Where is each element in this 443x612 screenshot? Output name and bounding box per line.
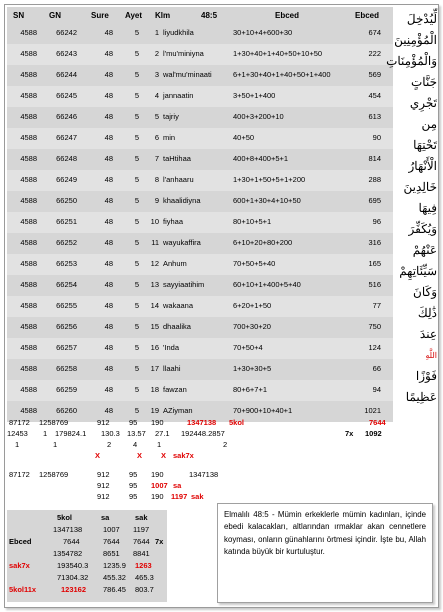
cell-ayet: 5 [134, 406, 139, 415]
cell-word: wakaana [163, 301, 194, 310]
cell-ayet: 5 [134, 385, 139, 394]
cell-word: min [163, 133, 176, 142]
mark-sure: X [95, 451, 101, 460]
arabic-word: تَجْرِي [409, 96, 437, 110]
sa-total: 1007 [151, 481, 168, 490]
label-5kol: 5kol [229, 418, 245, 427]
cell-sn: 4588 [20, 259, 37, 268]
cell-klm: 12 [150, 259, 159, 268]
flag-sure: 2 [107, 440, 112, 449]
cell-expr: 1+30+30+5 [233, 364, 272, 373]
cell-sure: 48 [104, 343, 113, 352]
sa-ayet: 95 [129, 481, 138, 490]
cell-expr: 6+1+30+40+1+40+50+1+400 [233, 70, 331, 79]
cell-sure: 48 [104, 91, 113, 100]
cell-expr: 40+50 [233, 133, 255, 142]
bottom-r4-5kol: 193540.3 [57, 561, 89, 570]
cell-ebced: 814 [368, 154, 381, 163]
cell-sn: 4588 [20, 343, 37, 352]
cell-sure: 48 [104, 154, 113, 163]
cell-expr: 6+10+20+80+200 [233, 238, 293, 247]
cell-sure: 48 [104, 49, 113, 58]
cell-ebced: 695 [368, 196, 381, 205]
cell-word: tajriy [163, 112, 179, 121]
flag-gn: 1 [53, 440, 58, 449]
total-ayet: 95 [129, 418, 138, 427]
cell-ebced: 454 [368, 91, 381, 100]
table-row [7, 149, 393, 170]
table-row [7, 317, 393, 338]
arabic-word: عِندَ [419, 327, 437, 341]
cell-klm: 2 [154, 49, 159, 58]
cell-sure: 48 [104, 259, 113, 268]
table-row [7, 191, 393, 212]
cell-ebced: 316 [368, 238, 381, 247]
sum-gn: 1258769 [39, 470, 69, 479]
cell-ebced: 124 [368, 343, 381, 352]
cell-sn: 4588 [20, 154, 37, 163]
header-ebced-expr: Ebced [275, 11, 300, 20]
cell-klm: 1 [154, 28, 159, 37]
cell-expr: 400+8+400+5+1 [233, 154, 289, 163]
avg-gn: 179824.1 [55, 429, 87, 438]
cell-sn: 4588 [20, 175, 37, 184]
table-row [7, 65, 393, 86]
cell-sure: 48 [104, 406, 113, 415]
total-sn: 87172 [9, 418, 30, 427]
cell-ayet: 5 [134, 259, 139, 268]
cell-expr: 600+1+30+4+10+50 [233, 196, 301, 205]
cell-gn: 66249 [56, 175, 77, 184]
avg-one: 1 [43, 429, 48, 438]
table-row [7, 380, 393, 401]
cell-ayet: 5 [134, 28, 139, 37]
arabic-word: خَالِدِينَ [403, 180, 437, 194]
arabic-word: فِيهَا [418, 201, 437, 215]
total-sure: 912 [97, 418, 110, 427]
cell-ebced: 94 [372, 385, 381, 394]
bottom-label-ebced: Ebced [9, 537, 32, 546]
cell-ebced: 1021 [364, 406, 381, 415]
bottom-r2-5kol: 7644 [63, 537, 80, 546]
bottom-head-5kol: 5kol [57, 513, 73, 522]
cell-klm: 14 [150, 301, 159, 310]
cell-expr: 70+900+10+40+1 [233, 406, 293, 415]
cell-gn: 66259 [56, 385, 77, 394]
bottom-r5-sa: 455.32 [103, 573, 126, 582]
header-sn: SN [13, 11, 25, 20]
cell-gn: 66260 [56, 406, 77, 415]
cell-expr: 3+50+1+400 [233, 91, 276, 100]
bottom-r3-sak: 8841 [133, 549, 150, 558]
cell-ayet: 5 [134, 91, 139, 100]
flag-klm: 1 [157, 440, 162, 449]
bottom-r6-5kol: 123162 [61, 585, 87, 594]
cell-gn: 66252 [56, 238, 77, 247]
total-klm: 190 [151, 418, 164, 427]
arabic-word: سَيِّئَاتِهِمْ [399, 264, 437, 278]
cell-word: 'Inda [163, 343, 180, 352]
cell-expr: 70+50+5+40 [233, 259, 276, 268]
cell-ayet: 5 [134, 343, 139, 352]
avg-5kol: 192448.2857 [181, 429, 225, 438]
cell-gn: 66258 [56, 364, 77, 373]
cell-sn: 4588 [20, 133, 37, 142]
bottom-r4-sak: 1263 [135, 561, 152, 570]
cell-ebced: 569 [368, 70, 381, 79]
cell-sure: 48 [104, 196, 113, 205]
bottom-r6-sa: 786.45 [103, 585, 126, 594]
cell-word: wal'mu'minaati [163, 70, 212, 79]
cell-expr: 700+30+20 [233, 322, 271, 331]
arabic-word: وَكَانَ [413, 285, 437, 299]
table-row [7, 296, 393, 317]
table-row [7, 254, 393, 275]
cell-ebced: 222 [368, 49, 381, 58]
cell-gn: 66245 [56, 91, 77, 100]
cell-ayet: 5 [134, 280, 139, 289]
sa-sure: 912 [97, 481, 110, 490]
cell-ebced: 165 [368, 259, 381, 268]
cell-ebced: 516 [368, 280, 381, 289]
cell-expr: 400+3+200+10 [233, 112, 284, 121]
arabic-word: تَحْتِهَا [413, 138, 437, 152]
cell-ebced: 674 [368, 28, 381, 37]
cell-ebced: 77 [372, 301, 381, 310]
cell-expr: 80+10+5+1 [233, 217, 272, 226]
table-row [7, 128, 393, 149]
cell-sn: 4588 [20, 196, 37, 205]
header-ebced: Ebced [355, 11, 380, 20]
cell-sn: 4588 [20, 301, 37, 310]
flag-ayet: 4 [133, 440, 138, 449]
label-sa: sa [173, 481, 182, 490]
cell-ayet: 5 [134, 238, 139, 247]
cell-sure: 48 [104, 175, 113, 184]
bottom-r4-sa: 1235.9 [103, 561, 126, 570]
cell-word: Anhum [163, 259, 187, 268]
cell-gn: 66244 [56, 70, 77, 79]
cell-expr: 80+6+7+1 [233, 385, 267, 394]
cell-gn: 66253 [56, 259, 77, 268]
cell-klm: 10 [150, 217, 159, 226]
cell-klm: 3 [154, 70, 159, 79]
sak-sure: 912 [97, 492, 110, 501]
label-7x: 7x [345, 429, 354, 438]
sum-sure: 912 [97, 470, 110, 479]
cell-klm: 18 [150, 385, 159, 394]
sum-klm: 190 [151, 470, 164, 479]
cell-gn: 66250 [56, 196, 77, 205]
cell-gn: 66257 [56, 343, 77, 352]
cell-expr: 60+10+1+400+5+40 [233, 280, 301, 289]
cell-ayet: 5 [134, 133, 139, 142]
cell-klm: 16 [150, 343, 159, 352]
cell-sure: 48 [104, 322, 113, 331]
cell-gn: 66247 [56, 133, 77, 142]
bottom-r1-sak: 1197 [133, 525, 150, 534]
bottom-head-sak: sak [135, 513, 148, 522]
cell-expr: 1+30+1+50+5+1+200 [233, 175, 306, 184]
avg-sure: 130.3 [101, 429, 120, 438]
mark-ayet: X [137, 451, 143, 460]
cell-ebced: 66 [372, 364, 381, 373]
cell-sn: 4588 [20, 217, 37, 226]
cell-sn: 4588 [20, 91, 37, 100]
cell-word: khaalidiyna [163, 196, 201, 205]
flag-5kol: 2 [223, 440, 228, 449]
translation-text: Elmalılı 48:5 - Mümin erkeklerle mümin kadınları, içinde ebedi kalacakları, altlarından ırmaklar akan cennetlere koyması, onların günahlarını örtmesi içindir. İşte bu, Allah katında büyük bir kurtuluştur. [224, 510, 426, 556]
sum-sn: 87172 [9, 470, 30, 479]
sak-klm: 190 [151, 492, 164, 501]
cell-ayet: 5 [134, 154, 139, 163]
arabic-word: عَظِيمًا [405, 390, 437, 404]
cell-klm: 7 [154, 154, 159, 163]
cell-sn: 4588 [20, 28, 37, 37]
cell-ayet: 5 [134, 322, 139, 331]
cell-klm: 6 [154, 133, 159, 142]
translation-note [217, 503, 433, 603]
header-sure: Sure [91, 11, 109, 20]
cell-sure: 48 [104, 28, 113, 37]
cell-gn: 66255 [56, 301, 77, 310]
arabic-word: وَيُكَفِّرَ [408, 222, 437, 236]
cell-ebced: 96 [372, 217, 381, 226]
cell-sure: 48 [104, 238, 113, 247]
cell-word: dhaalika [163, 322, 191, 331]
arabic-word: الْأَنْهَارُ [408, 159, 437, 173]
cell-sn: 4588 [20, 280, 37, 289]
bottom-r2-sak: 7644 [133, 537, 150, 546]
table-row [7, 170, 393, 191]
cell-word: llaahi [163, 364, 181, 373]
cell-gn: 66246 [56, 112, 77, 121]
cell-ebced: 90 [372, 133, 381, 142]
cell-klm: 17 [150, 364, 159, 373]
label-sak: sak [191, 492, 204, 501]
cell-ayet: 5 [134, 70, 139, 79]
cell-sure: 48 [104, 385, 113, 394]
table-row [7, 86, 393, 107]
arabic-word: لِّيُدْخِلَ [406, 12, 437, 26]
cell-klm: 15 [150, 322, 159, 331]
cell-word: wayukaffira [163, 238, 201, 247]
table-row [7, 233, 393, 254]
header-verse: 48:5 [201, 11, 218, 20]
cell-word: sayyiaatihim [163, 280, 205, 289]
cell-gn: 66248 [56, 154, 77, 163]
bottom-r5-5kol: 71304.32 [57, 573, 89, 582]
header-klm: Klm [155, 11, 171, 20]
cell-klm: 11 [151, 238, 159, 247]
cell-gn: 66251 [56, 217, 77, 226]
cell-gn: 66254 [56, 280, 77, 289]
cell-gn: 66243 [56, 49, 77, 58]
cell-ebced: 750 [368, 322, 381, 331]
arabic-word: فَوْزًا [415, 369, 437, 383]
avg-ayet: 13.57 [127, 429, 146, 438]
bottom-r6-sak: 803.7 [135, 585, 154, 594]
sum-5kol: 1347138 [189, 470, 219, 479]
cell-expr: 6+20+1+50 [233, 301, 272, 310]
arabic-word: الْمُؤْمِنِينَ [394, 33, 437, 47]
bottom-r3-sa: 8651 [103, 549, 120, 558]
sak-total: 1197 [171, 492, 188, 501]
cell-sn: 4588 [20, 385, 37, 394]
flag-sn: 1 [15, 440, 20, 449]
table-row [7, 212, 393, 233]
total-ebced: 7644 [369, 418, 386, 427]
cell-word: l'mu'miniyna [163, 49, 204, 58]
arabic-verse-column [386, 9, 437, 433]
total-5kol: 1347138 [187, 418, 217, 427]
sak-ayet: 95 [129, 492, 138, 501]
cell-ayet: 5 [134, 301, 139, 310]
cell-sure: 48 [104, 112, 113, 121]
mark-klm: X [161, 451, 167, 460]
cell-klm: 5 [154, 112, 159, 121]
cell-ebced: 288 [368, 175, 381, 184]
cell-sure: 48 [104, 217, 113, 226]
cell-sure: 48 [104, 133, 113, 142]
cell-ayet: 5 [134, 196, 139, 205]
arabic-word: عَنْهُمْ [412, 243, 437, 257]
header-ayet: Ayet [125, 11, 143, 20]
cell-klm: 4 [154, 91, 159, 100]
arabic-word: مِن [421, 117, 437, 131]
bottom-label-5kol11x: 5kol11x [9, 585, 37, 594]
avg-sn: 12453 [7, 429, 28, 438]
cell-ayet: 5 [134, 112, 139, 121]
arabic-word: ذَٰلِكَ [417, 306, 437, 320]
arabic-word: وَالْمُؤْمِنَاتِ [386, 54, 437, 68]
table-row [7, 44, 393, 65]
avg-klm: 27.1 [155, 429, 170, 438]
cell-sn: 4588 [20, 364, 37, 373]
cell-expr: 30+10+4+600+30 [233, 28, 293, 37]
cell-gn: 66242 [56, 28, 77, 37]
sum-ayet: 95 [129, 470, 138, 479]
cell-sn: 4588 [20, 238, 37, 247]
bottom-head-sa: sa [101, 513, 110, 522]
table-row [7, 338, 393, 359]
cell-sure: 48 [104, 364, 113, 373]
table-row [7, 23, 393, 44]
cell-word: taHtihaa [163, 154, 191, 163]
cell-word: AZiyman [163, 406, 193, 415]
bottom-label-sak7x: sak7x [9, 561, 30, 570]
cell-klm: 13 [150, 280, 159, 289]
cell-klm: 8 [154, 175, 159, 184]
cell-expr: 70+50+4 [233, 343, 263, 352]
cell-gn: 66256 [56, 322, 77, 331]
bottom-r5-sak: 465.3 [135, 573, 154, 582]
cell-ayet: 5 [134, 175, 139, 184]
cell-ebced: 613 [368, 112, 381, 121]
cell-word: fawzan [163, 385, 187, 394]
document-frame [4, 4, 439, 608]
cell-klm: 9 [154, 196, 159, 205]
cell-word: fiyhaa [163, 217, 184, 226]
table-row [7, 275, 393, 296]
bottom-r1-5kol: 1347138 [53, 525, 83, 534]
cell-ayet: 5 [134, 49, 139, 58]
cell-sn: 4588 [20, 112, 37, 121]
total-gn: 1258769 [39, 418, 69, 427]
bottom-r2-sa: 7644 [103, 537, 120, 546]
cell-ayet: 5 [134, 217, 139, 226]
bottom-r1-sa: 1007 [103, 525, 120, 534]
bottom-label-7x: 7x [155, 537, 164, 546]
cell-klm: 19 [150, 406, 159, 415]
cell-expr: 1+30+40+1+40+50+10+50 [233, 49, 323, 58]
arabic-word: جَنَّاتٍ [411, 75, 437, 89]
cell-sn: 4588 [20, 406, 37, 415]
arabic-word: اللَّهِ [425, 351, 437, 360]
cell-sn: 4588 [20, 49, 37, 58]
cell-word: liyudkhila [163, 28, 194, 37]
bottom-r3-5kol: 1354782 [53, 549, 83, 558]
cell-word: jannaatin [163, 91, 194, 100]
cell-sure: 48 [104, 301, 113, 310]
label-sak7x: sak7x [173, 451, 194, 460]
header-gn: GN [49, 11, 61, 20]
table-row [7, 359, 393, 380]
cell-sure: 48 [104, 70, 113, 79]
cell-sn: 4588 [20, 70, 37, 79]
table-row [7, 107, 393, 128]
ebced-div7: 1092 [365, 429, 382, 438]
cell-sure: 48 [104, 280, 113, 289]
cell-word: l'anhaaru [163, 175, 194, 184]
cell-sn: 4588 [20, 322, 37, 331]
table-header [7, 7, 393, 23]
cell-ayet: 5 [134, 364, 139, 373]
